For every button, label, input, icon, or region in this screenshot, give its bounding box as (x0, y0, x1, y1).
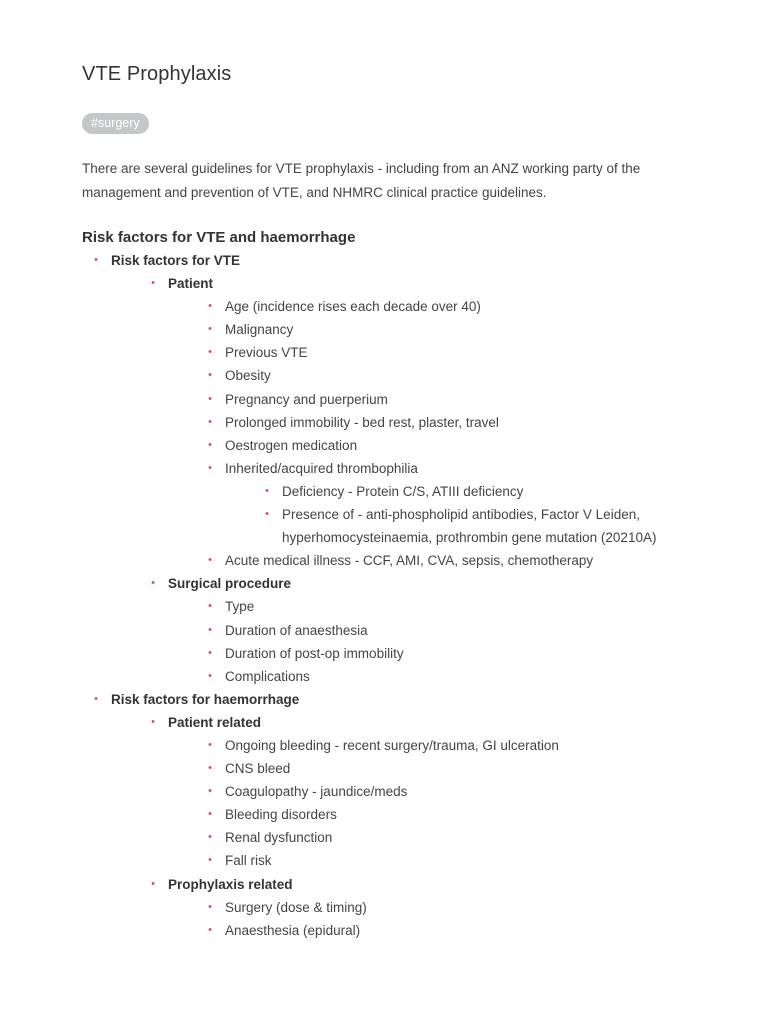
bullet-dot-icon: • (94, 254, 98, 266)
bullet-dot-icon: • (208, 461, 212, 474)
list-text: Presence of - anti-phospholipid antibodies, Factor V Leiden, hyperhomocysteinaemia, prothrombin gene mutation (20210A) (282, 507, 657, 546)
list-item (196, 341, 692, 364)
outline-level-2 (111, 272, 692, 688)
list-item-thrombophilia (196, 457, 692, 549)
bullet-dot-icon: • (208, 415, 212, 428)
bullet-dot-icon: • (208, 923, 212, 936)
bullet-dot-icon: • (208, 831, 212, 844)
list-label: Surgical procedure (168, 576, 292, 592)
outline-level-1 (82, 249, 692, 942)
list-text: Age (incidence rises each decade over 40) (225, 299, 481, 315)
list-text: Ongoing bleeding - recent surgery/trauma, GI ulceration (225, 737, 559, 753)
list-item (196, 295, 692, 318)
page-title: VTE Prophylaxis (82, 63, 232, 85)
list-item-patient (139, 272, 692, 572)
bullet-dot-icon: • (208, 738, 212, 751)
outline-level-3 (168, 595, 692, 687)
bullet-dot-icon: • (208, 346, 212, 359)
tag-surgery[interactable]: #surgery (82, 113, 149, 134)
bullet-dot-icon: • (208, 323, 212, 336)
list-text: Acute medical illness - CCF, AMI, CVA, sepsis, chemotherapy (225, 553, 594, 569)
risk-factor-outline (82, 249, 692, 942)
list-text: Anaesthesia (epidural) (225, 922, 361, 938)
list-text: Fall risk (225, 853, 272, 869)
list-item-patient-related (139, 711, 692, 873)
list-item (196, 919, 692, 942)
bullet-dot-icon: • (265, 508, 269, 521)
list-item (196, 642, 692, 665)
list-item (196, 780, 692, 803)
list-item (253, 480, 692, 503)
list-text: Surgery (dose & timing) (225, 899, 367, 915)
bullet-dot-icon: • (208, 623, 212, 636)
bullet-dot-icon: • (208, 785, 212, 798)
list-text: Duration of anaesthesia (225, 622, 368, 638)
list-text: Coagulopathy - jaundice/meds (225, 784, 408, 800)
outline-level-3 (168, 734, 692, 873)
list-item-surgical-procedure (139, 572, 692, 687)
list-item (196, 411, 692, 434)
list-item (196, 849, 692, 872)
list-text: Deficiency - Protein C/S, ATIII deficiency (282, 483, 524, 499)
list-text: Duration of post-op immobility (225, 645, 404, 661)
list-item (196, 734, 692, 757)
list-item-prophylaxis-related (139, 873, 692, 942)
list-text: Type (225, 599, 255, 615)
list-label: Patient related (168, 714, 262, 730)
outline-level-4 (225, 480, 692, 549)
list-text: Obesity (225, 368, 271, 384)
list-item (196, 665, 692, 688)
bullet-dot-icon: • (208, 808, 212, 821)
list-text: Complications (225, 668, 310, 684)
list-item (196, 619, 692, 642)
bullet-dot-icon: • (208, 554, 212, 567)
list-text: Bleeding disorders (225, 807, 337, 823)
list-label: Risk factors for haemorrhage (111, 691, 300, 707)
list-text: Pregnancy and puerperium (225, 391, 388, 407)
bullet-dot-icon: • (208, 300, 212, 313)
list-text: Malignancy (225, 322, 294, 338)
bullet-dot-icon: • (208, 762, 212, 775)
list-item (196, 388, 692, 411)
list-text: CNS bleed (225, 761, 291, 777)
bullet-dot-icon: • (151, 277, 155, 290)
bullet-dot-icon: • (208, 854, 212, 867)
bullet-dot-icon: • (208, 900, 212, 913)
list-text: Renal dysfunction (225, 830, 333, 846)
list-item (196, 318, 692, 341)
bullet-dot-icon: • (208, 369, 212, 382)
bullet-dot-icon: • (265, 484, 269, 497)
bullet-dot-icon: • (151, 877, 155, 890)
outline-level-3 (168, 295, 692, 572)
bullet-dot-icon: • (94, 692, 98, 705)
outline-level-3 (168, 896, 692, 942)
bullet-dot-icon: • (151, 577, 155, 590)
list-item (196, 826, 692, 849)
list-item-vte-risk-factors (82, 249, 692, 688)
intro-paragraph: There are several guidelines for VTE prophylaxis - including from an ANZ working party of the management and prevention of VTE, and NHMRC clinical practice guidelines. (82, 161, 641, 200)
list-label: Patient (168, 276, 214, 292)
list-text: Previous VTE (225, 345, 308, 361)
list-item (196, 896, 692, 919)
bullet-dot-icon: • (208, 646, 212, 659)
list-text: Prolonged immobility - bed rest, plaster, travel (225, 414, 499, 430)
list-text: Oestrogen medication (225, 437, 358, 453)
bullet-dot-icon: • (208, 600, 212, 613)
list-item-haemorrhage-risk-factors (82, 688, 692, 942)
list-label: Risk factors for VTE (111, 253, 241, 268)
list-item (196, 434, 692, 457)
section-heading-risk-factors: Risk factors for VTE and haemorrhage (82, 229, 356, 246)
list-item (196, 549, 692, 572)
bullet-dot-icon: • (208, 392, 212, 405)
bullet-dot-icon: • (151, 715, 155, 728)
list-label: Prophylaxis related (168, 876, 293, 892)
list-item (196, 803, 692, 826)
list-item (253, 503, 692, 549)
list-item (196, 595, 692, 618)
list-item (196, 757, 692, 780)
list-text: Inherited/acquired thrombophilia (225, 460, 418, 476)
list-item (196, 364, 692, 387)
bullet-dot-icon: • (208, 438, 212, 451)
outline-level-2 (111, 711, 692, 942)
bullet-dot-icon: • (208, 669, 212, 682)
